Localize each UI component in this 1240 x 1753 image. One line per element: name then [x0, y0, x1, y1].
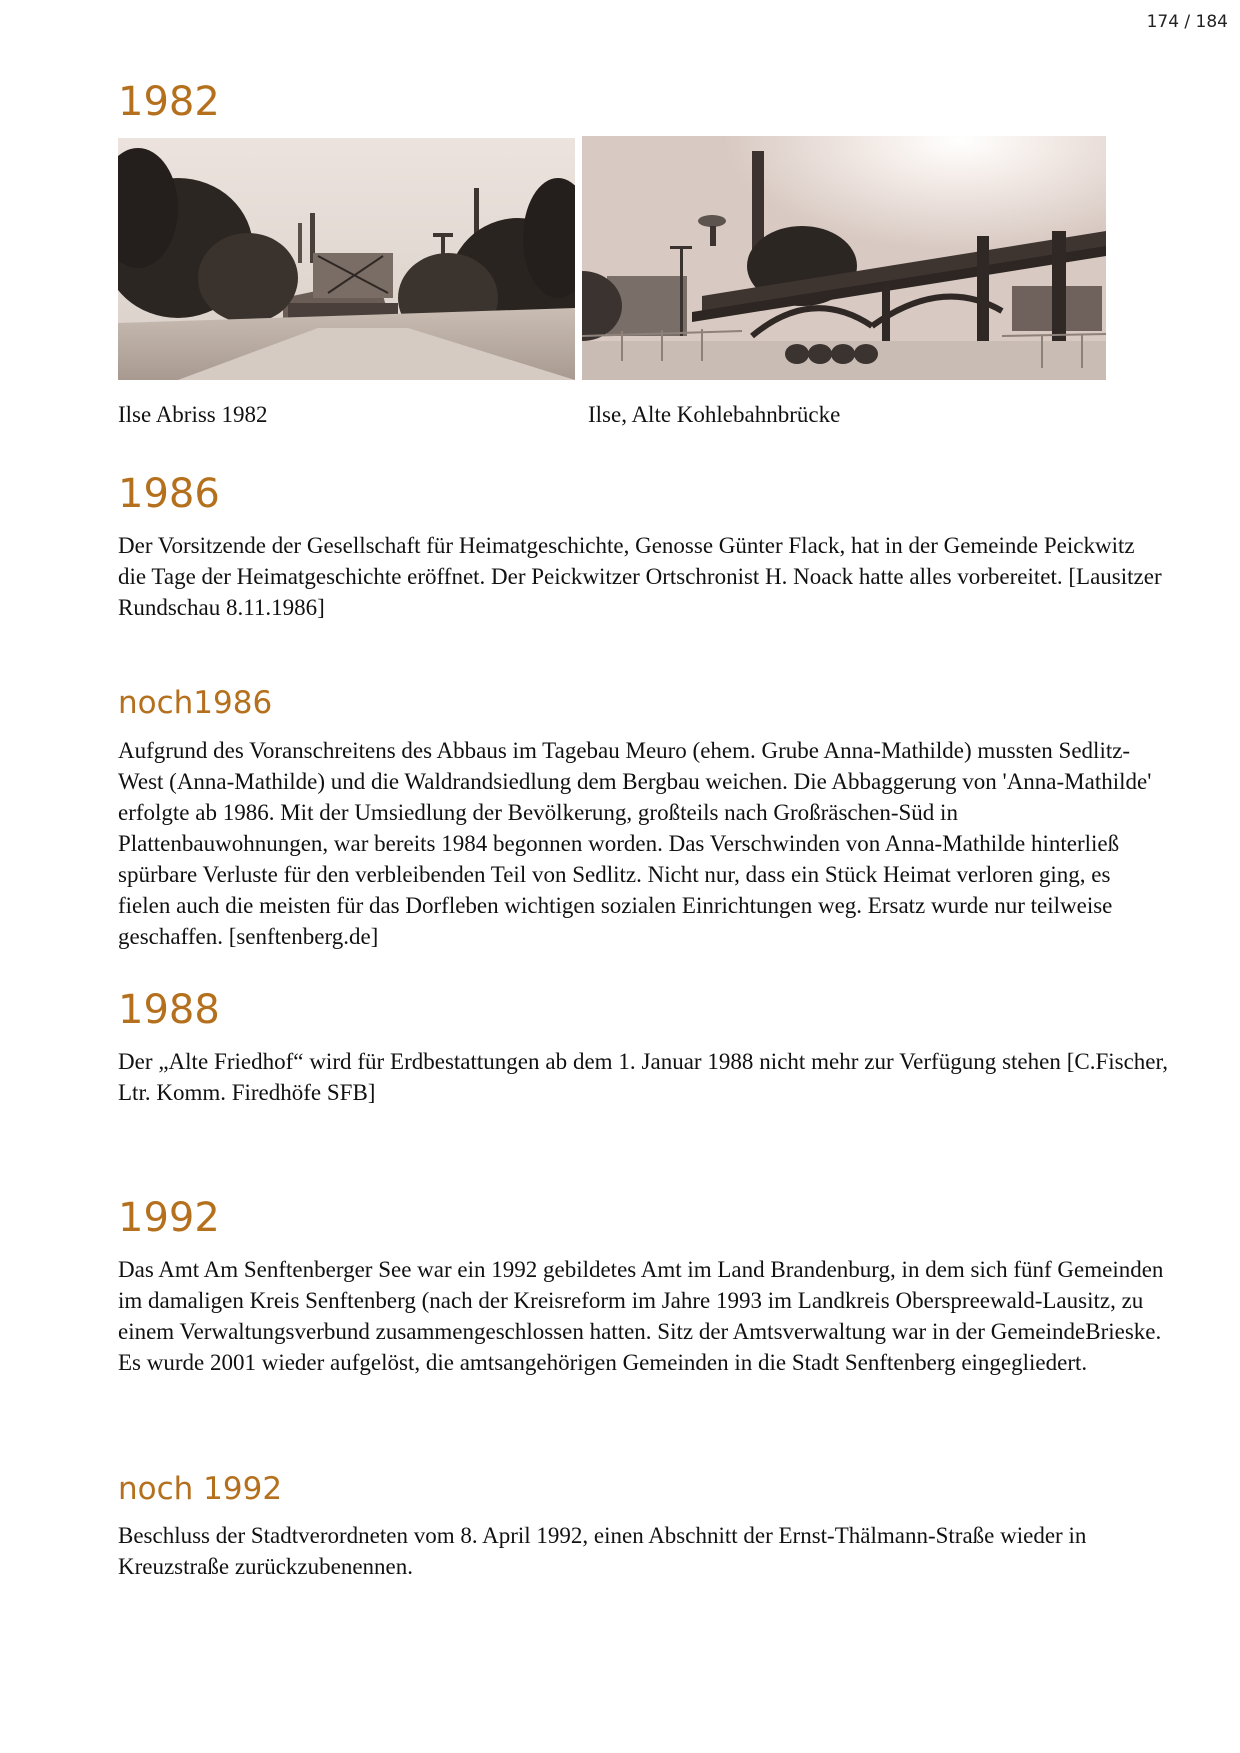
heading-1982: 1982: [118, 79, 220, 125]
text-1986: Der Vorsitzende der Gesellschaft für Heimatgeschichte, Genosse Günter Flack, hat in der Gemeinde Peickwitz die Tage der Heimatgeschichte eröffnet. Der Peickwitzer Ortschronist H. Noack hatte alles vorbereitet. [Lausitzer Rundschau 8.11.1986]: [118, 533, 1162, 620]
heading-1988: 1988: [118, 987, 220, 1033]
caption-ilse-abriss: Ilse Abriss 1982: [118, 402, 268, 427]
photo-ilse-abriss-image: [118, 138, 575, 380]
page-number: 174 / 184: [1146, 12, 1228, 32]
heading-1992: 1992: [118, 1195, 220, 1241]
heading-1986: 1986: [118, 471, 220, 517]
heading-noch1992: noch 1992: [118, 1471, 283, 1507]
caption-kohlebahnbruecke: Ilse, Alte Kohlebahnbrücke: [588, 402, 841, 427]
heading-noch1986: noch1986: [118, 685, 273, 721]
text-1988: Der „Alte Friedhof“ wird für Erdbestattungen ab dem 1. Januar 1988 nicht mehr zur Verfügung stehen [C.Fischer, Ltr. Komm. Firedhöfe SFB]: [118, 1049, 1168, 1105]
text-noch1992: Beschluss der Stadtverordneten vom 8. April 1992, einen Abschnitt der Ernst-Thälmann-Straße wieder in Kreuzstraße zurückzubenennen.: [118, 1523, 1087, 1579]
photo-ilse-abriss: [118, 138, 575, 380]
text-noch1986: Aufgrund des Voranschreitens des Abbaus im Tagebau Meuro (ehem. Grube Anna-Mathilde) mussten Sedlitz-West (Anna-Mathilde) und die Waldrandsiedlung dem Bergbau weichen. Die Abbaggerung von 'Anna-Mathilde' erfolgte ab 1986. Mit der Umsiedlung der Bevölkerung, großteils nach Großräschen-Süd in Plattenbauwohnungen, war bereits 1984 begonnen worden. Das Verschwinden von Anna-Mathilde hinterließ spürbare Verluste für den verbleibenden Teil von Sedlitz. Nicht nur, dass ein Stück Heimat verloren ging, es fielen auch die meisten für das Dorfleben wichtigen sozialen Einrichtungen weg. Ersatz wurde nur teilweise geschaffen. [senftenberg.de]: [118, 738, 1152, 949]
text-1992: Das Amt Am Senftenberger See war ein 1992 gebildetes Amt im Land Brandenburg, in dem sich fünf Gemeinden im damaligen Kreis Senftenberg (nach der Kreisreform im Jahre 1993 im Landkreis Oberspreewald-Lausitz, zu einem Verwaltungsverbund zusammengeschlossen hatten. Sitz der Amtsverwaltung war in der GemeindeBrieske. Es wurde 2001 wieder aufgelöst, die amtsangehörigen Gemeinden in die Stadt Senftenberg eingegliedert.: [118, 1257, 1164, 1375]
photo-kohlebahnbruecke-image: [582, 136, 1106, 380]
photo-kohlebahnbruecke: [582, 136, 1106, 380]
